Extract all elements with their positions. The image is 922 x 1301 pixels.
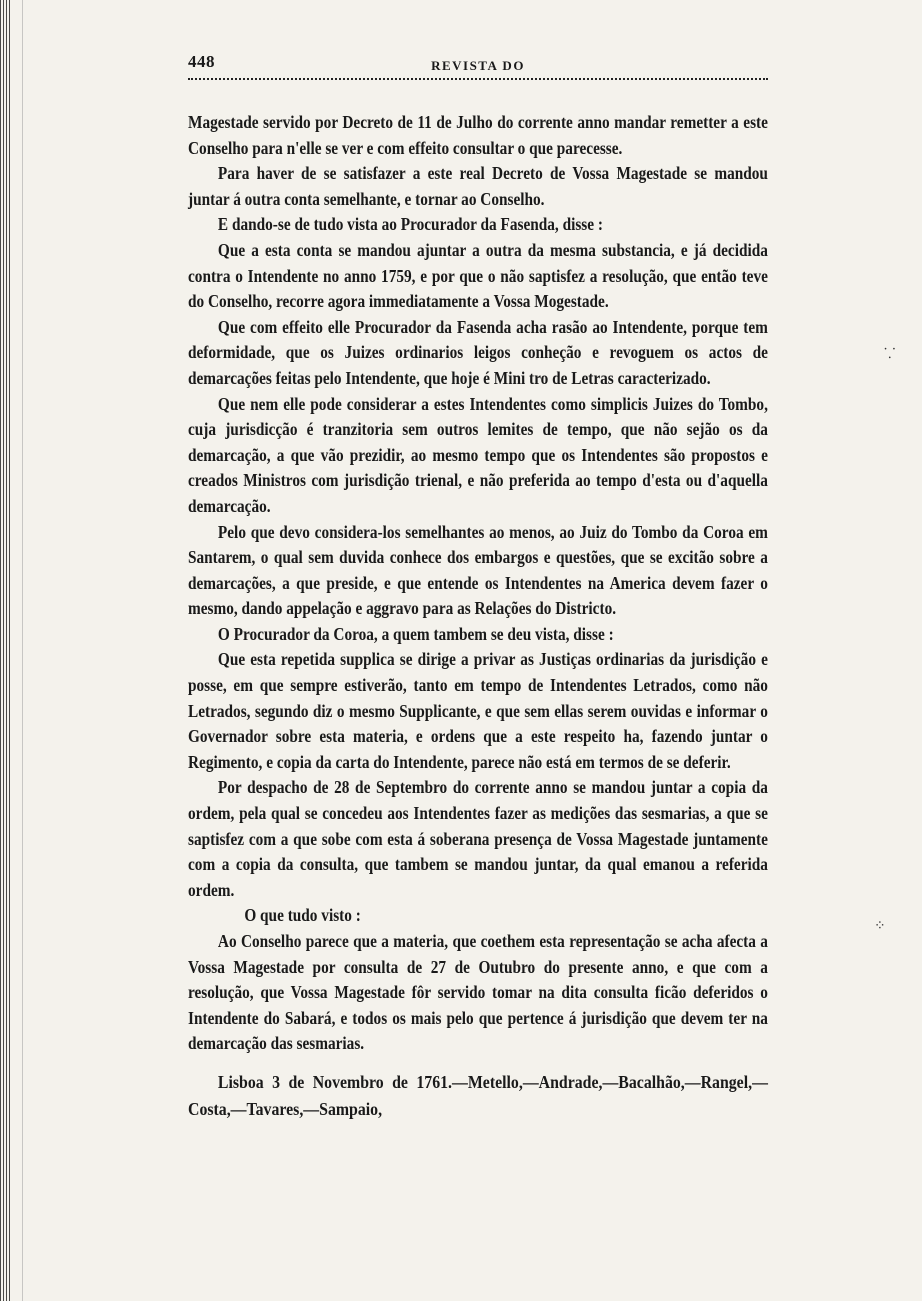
running-title: REVISTA DO: [431, 58, 525, 73]
document-body: [188, 110, 768, 1123]
paragraph: O que tudo visto :: [244, 905, 361, 926]
ink-speck: ⸪: [884, 347, 896, 362]
ink-speck: ⁘: [874, 919, 886, 934]
page-header: [188, 48, 768, 84]
page-binding-line: [22, 0, 23, 1301]
paragraph: Que esta repetida supplica se dirige a privar as Justiças ordinarias da jurisdição e posse, em que sempre estiverão, tanto em tempo de Intendentes Letrados, como não Letrados, segundo diz o mesmo Supplicante, e que sem ellas serem ouvidas e informar o Governador sobre esta materia, e ordens que a este respeito ha, fazendo juntar o Regimento, e copia da carta do Intendente, parece não está em termos de se deferir.: [188, 649, 768, 772]
paragraph: O Procurador da Coroa, a quem tambem se deu vista, disse :: [217, 623, 614, 644]
page-binding-edge: [0, 0, 12, 1301]
paragraph: Pelo que devo considera-los semelhantes ao menos, ao Juiz do Tombo da Coroa em Santarem, o qual sem duvida conhece dos embargos e questões, que se excitão sobre a demarcações, a que preside, e que entende os Intendentes na America devem fazer o mesmo, dando appelação e aggravo para as Relações do Districto.: [188, 521, 768, 619]
paragraph: Que com effeito elle Procurador da Fasenda acha rasão ao Intendente, porque tem deformidade, que os Juizes ordinarios leigos conheção e revoguem os actos de demarcações feitas pelo Intendente, que hoje é Mini tro de Letras caracterizado.: [188, 316, 768, 388]
paragraph: Ao Conselho parece que a materia, que coethem esta representação se acha afecta a Vossa Magestade por consulta de 27 de Outubro do presente anno, e que com a resolução, que Vossa Magestade fôr servido tomar na dita consulta ficão deferidos o Intendente do Sabará, e todos os mais pelo que pertence á jurisdição que devem ter na demarcação das sesmarias.: [188, 931, 768, 1054]
paragraph: Magestade servido por Decreto de 11 de Julho do corrente anno mandar remetter a este Conselho para n'elle se ver e com effeito consultar o que parecesse.: [188, 112, 768, 158]
paragraph: Por despacho de 28 de Septembro do corrente anno se mandou juntar a copia da ordem, pela qual se concedeu aos Intendentes fazer as medições das sesmarias, a que se saptisfez com a que sobe com esta á soberana presença de Vossa Magestade juntamente com a copia da consulta, que tambem se mandou juntar, da qual emanou a referida ordem.: [188, 777, 768, 900]
paragraph: Para haver de se satisfazer a este real Decreto de Vossa Magestade se mandou juntar á outra conta semelhante, e tornar ao Conselho.: [188, 163, 768, 209]
page-number: 448: [188, 52, 215, 71]
header-rule: [188, 78, 768, 80]
paragraph: E dando-se de tudo vista ao Procurador da Fasenda, disse :: [217, 214, 603, 235]
signature-line: Lisboa 3 de Novembro de 1761.—Metello,—Andrade,—Bacalhão,—Rangel,—Costa,—Tavares,—Sampaio,: [188, 1071, 768, 1119]
paragraph: Que nem elle pode considerar a estes Intendentes como simplicis Juizes do Tombo, cuja jurisdicção é tranzitoria sem outros lemites de tempo, que não sejão os da demarcação, a que vão prezidir, ao mesmo tempo que os Intendentes são propostos e creados Ministros com jurisdição trienal, e não preferida ao tempo d'esta ou d'aquella demarcação.: [188, 393, 768, 516]
paragraph: Que a esta conta se mandou ajuntar a outra da mesma substancia, e já decidida contra o Intendente no anno 1759, e por que o não saptisfez a resolução, que então teve do Conselho, recorre agora immediatamente a Vossa Mogestade.: [188, 239, 768, 312]
